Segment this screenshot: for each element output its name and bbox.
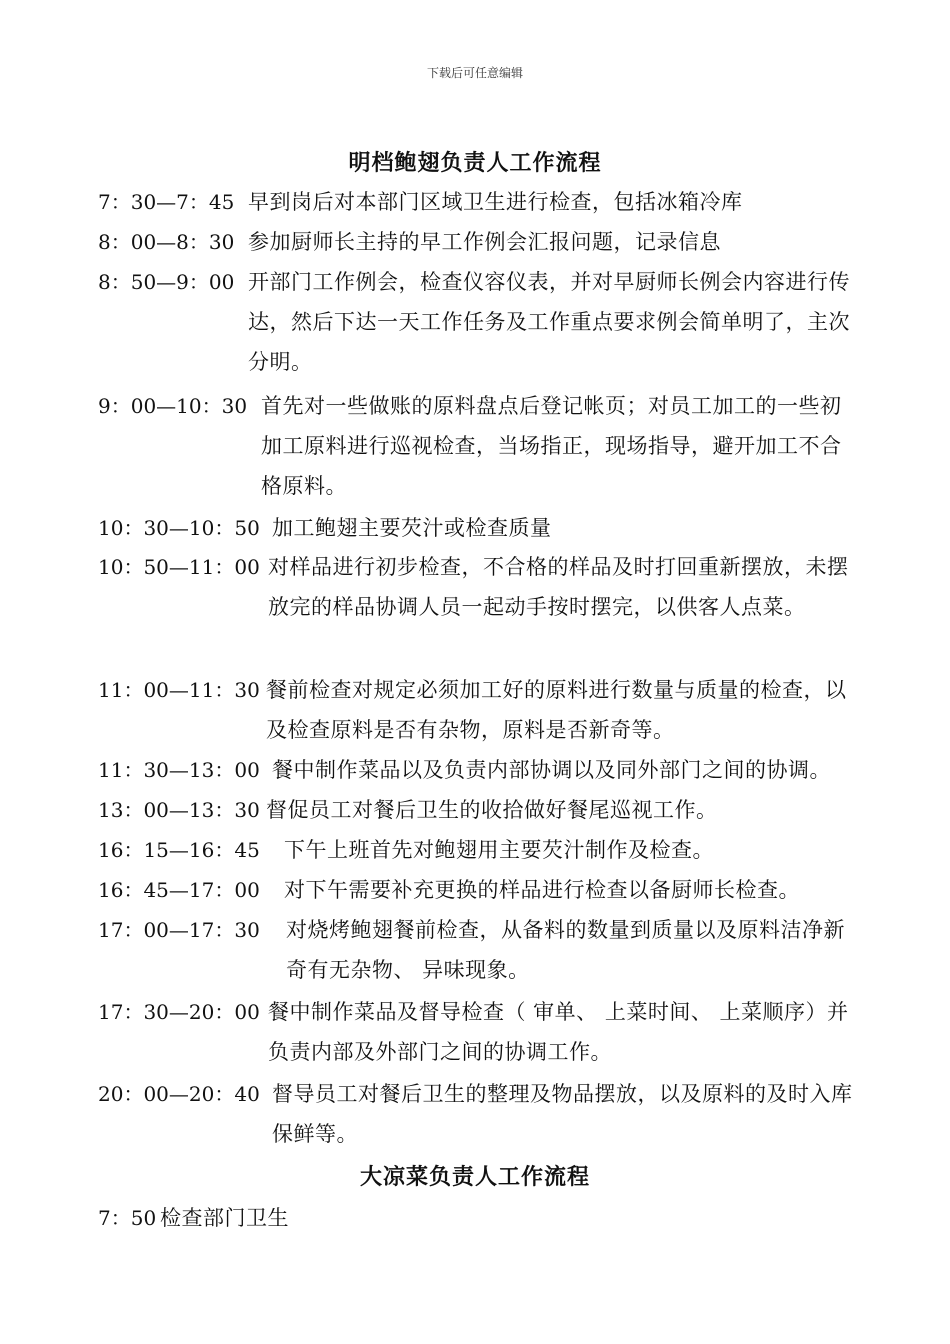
entry-text: 首先对一些做账的原料盘点后登记帐页；对员工加工的一些初加工原料进行巡视检查，当场指正，现场指导，避开加工不合格原料。 bbox=[261, 394, 842, 498]
entry-time: 10：30—10：50 bbox=[98, 516, 260, 540]
page-header-note: 下载后可任意编辑 bbox=[426, 66, 523, 80]
entry-text: 加工鲍翅主要芡汁或检查质量 bbox=[272, 516, 552, 540]
schedule-entry bbox=[98, 262, 878, 382]
entry-time: 16：15—16：45 bbox=[98, 838, 260, 862]
entry-time: 8：50—9：00 bbox=[98, 270, 235, 294]
entry-text: 督导员工对餐后卫生的整理及物品摆放，以及原料的及时入库保鲜等。 bbox=[272, 1082, 853, 1146]
schedule-entry bbox=[98, 547, 878, 627]
entry-time: 7：50 bbox=[98, 1206, 157, 1230]
entry-text: 餐前检查对规定必须加工好的原料进行数量与质量的检查，以及检查原料是否有杂物，原料是否新奇等。 bbox=[266, 678, 847, 742]
schedule-entry bbox=[98, 750, 878, 790]
entry-text: 开部门工作例会，检查仪容仪表，并对早厨师长例会内容进行传达，然后下达一天工作任务及工作重点要求例会简单明了，主次分明。 bbox=[248, 270, 850, 374]
schedule-entry bbox=[98, 992, 878, 1072]
schedule-entry bbox=[98, 790, 878, 830]
entry-text: 督促员工对餐后卫生的收拾做好餐尾巡视工作。 bbox=[266, 798, 718, 822]
entry-time: 13：00—13：30 bbox=[98, 798, 260, 822]
entry-time: 16：45—17：00 bbox=[98, 878, 260, 902]
schedule-entry bbox=[98, 222, 878, 262]
entry-time: 11：30—13：00 bbox=[98, 758, 260, 782]
schedule-entry bbox=[98, 1074, 878, 1154]
entry-text: 下午上班首先对鲍翅用主要芡汁制作及检查。 bbox=[284, 838, 714, 862]
entry-text: 检查部门卫生 bbox=[160, 1206, 289, 1230]
entry-text: 对烧烤鲍翅餐前检查，从备料的数量到质量以及原料洁净新奇有无杂物、 异味现象。 bbox=[286, 918, 845, 982]
entry-time: 11：00—11：30 bbox=[98, 678, 260, 702]
section-title-cold-dishes: 大凉菜负责人工作流程 bbox=[359, 1165, 590, 1190]
entry-text: 早到岗后对本部门区域卫生进行检查，包括冰箱冷库 bbox=[248, 190, 743, 214]
schedule-entry bbox=[98, 1198, 878, 1238]
entry-text: 餐中制作菜品以及负责内部协调以及同外部门之间的协调。 bbox=[272, 758, 831, 782]
schedule-entry bbox=[98, 670, 878, 750]
section-title-abalone: 明档鲍翅负责人工作流程 bbox=[348, 151, 602, 176]
entry-time: 7：30—7：45 bbox=[98, 190, 235, 214]
entry-text: 对下午需要补充更换的样品进行检查以备厨师长检查。 bbox=[284, 878, 800, 902]
entry-time: 17：00—17：30 bbox=[98, 918, 260, 942]
schedule-entry bbox=[98, 182, 878, 222]
entry-time: 17：30—20：00 bbox=[98, 1000, 260, 1024]
entry-text: 对样品进行初步检查，不合格的样品及时打回重新摆放，未摆放完的样品协调人员一起动手按时摆完，以供客人点菜。 bbox=[268, 555, 849, 619]
schedule-entry bbox=[98, 508, 878, 548]
entry-text: 参加厨师长主持的早工作例会汇报问题，记录信息 bbox=[248, 230, 721, 254]
schedule-entry bbox=[98, 870, 878, 910]
schedule-entry bbox=[98, 386, 878, 506]
schedule-entry bbox=[98, 830, 878, 870]
entry-time: 8：00—8：30 bbox=[98, 230, 235, 254]
entry-text: 餐中制作菜品及督导检查（ 审单、 上菜时间、 上菜顺序）并负责内部及外部门之间的协调工作。 bbox=[268, 1000, 849, 1064]
entry-time: 10：50—11：00 bbox=[98, 555, 260, 579]
entry-time: 9：00—10：30 bbox=[98, 394, 248, 418]
schedule-entry bbox=[98, 910, 878, 990]
entry-time: 20：00—20：40 bbox=[98, 1082, 260, 1106]
